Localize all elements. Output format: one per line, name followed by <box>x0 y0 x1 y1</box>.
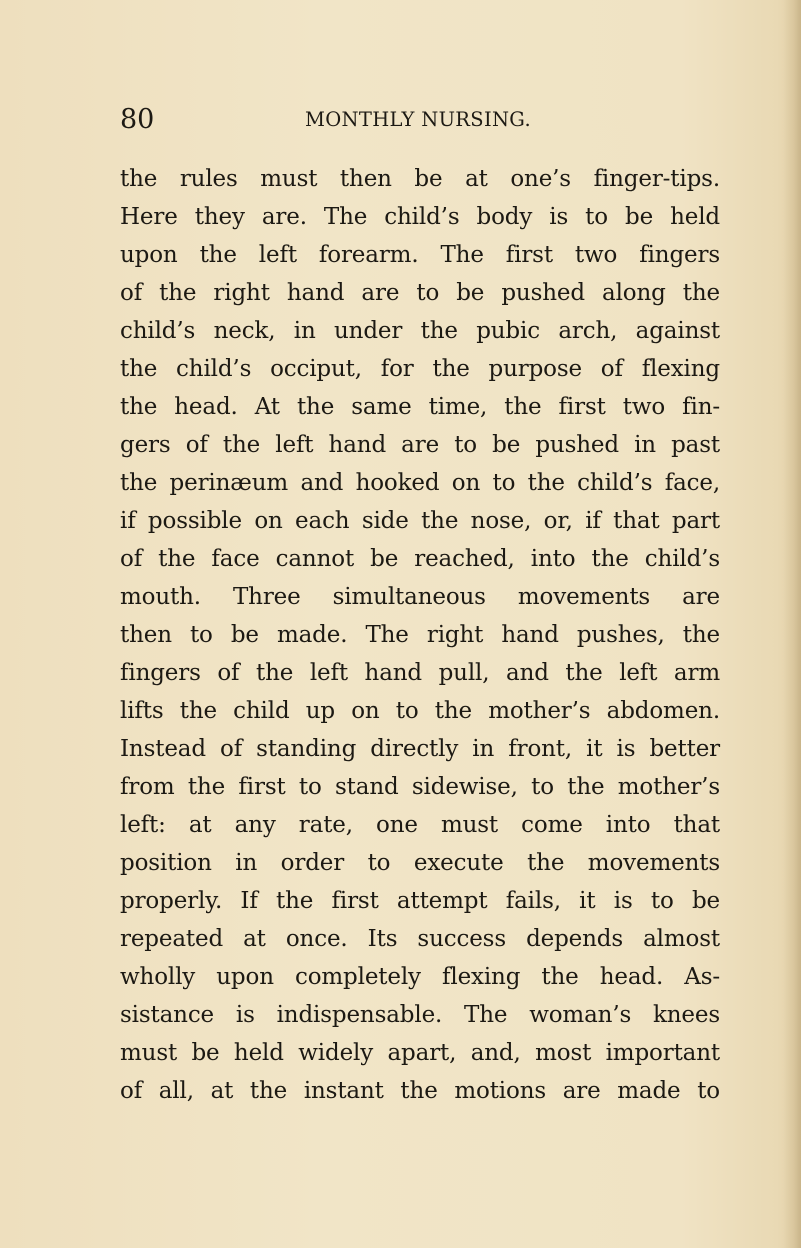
text-line: from the first to stand sidewise, to the mother’s <box>120 774 720 800</box>
text-line: position in order to execute the movements <box>120 850 720 876</box>
text-line: then to be made. The right hand pushes, the <box>120 622 720 648</box>
text-line: Instead of standing directly in front, it is better <box>120 736 720 762</box>
text-line: upon the left forearm. The first two fingers <box>120 242 720 268</box>
text-line: of all, at the instant the motions are made to <box>120 1078 720 1104</box>
page-number: 80 <box>120 104 155 135</box>
text-line: wholly upon completely flexing the head. As- <box>120 964 720 990</box>
text-line: the rules must then be at one’s finger-tips. <box>120 166 720 192</box>
text-line: must be held widely apart, and, most important <box>120 1040 720 1066</box>
text-line: of the right hand are to be pushed along the <box>120 280 720 306</box>
running-title: MONTHLY NURSING. <box>305 108 531 131</box>
text-line: child’s neck, in under the pubic arch, against <box>120 318 720 344</box>
text-line: lifts the child up on to the mother’s abdomen. <box>120 698 720 724</box>
text-line: left: at any rate, one must come into that <box>120 812 720 838</box>
text-line: mouth. Three simultaneous movements are <box>120 584 720 610</box>
running-head <box>120 103 680 137</box>
text-line: the head. At the same time, the first two fin- <box>120 394 720 420</box>
text-line: sistance is indispensable. The woman’s knees <box>120 1002 720 1028</box>
text-line: repeated at once. Its success depends almost <box>120 926 720 952</box>
text-line: of the face cannot be reached, into the child’s <box>120 546 720 572</box>
text-line: Here they are. The child’s body is to be held <box>120 204 720 230</box>
text-line: fingers of the left hand pull, and the left arm <box>120 660 720 686</box>
body-paragraph <box>120 160 720 1110</box>
text-line: the child’s occiput, for the purpose of flexing <box>120 356 720 382</box>
text-line: properly. If the first attempt fails, it is to be <box>120 888 720 914</box>
text-line: the perinæum and hooked on to the child’s face, <box>120 470 720 496</box>
text-line: gers of the left hand are to be pushed in past <box>120 432 720 458</box>
page-edge-shadow <box>783 0 801 1248</box>
text-line: if possible on each side the nose, or, if that part <box>120 508 720 534</box>
